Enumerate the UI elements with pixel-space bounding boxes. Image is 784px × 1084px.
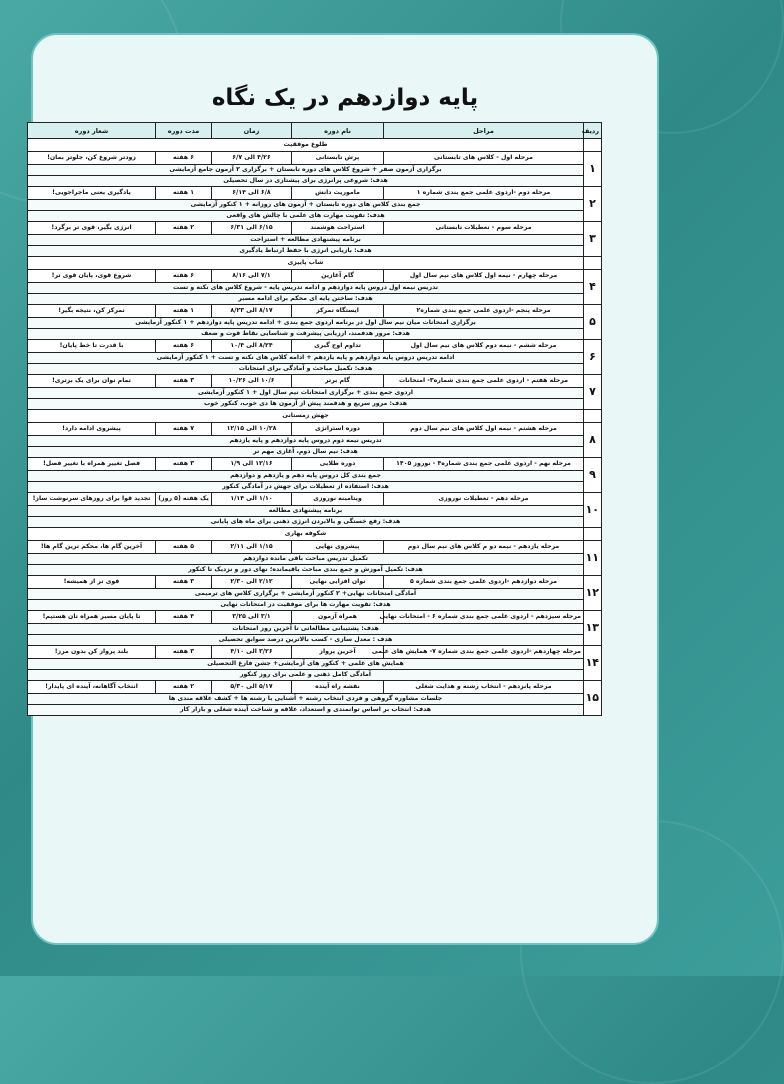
course-duration: ۳ هفته	[156, 576, 212, 589]
row-number: ۱۴	[584, 646, 602, 681]
detail-row	[28, 211, 602, 222]
course-slogan: انتخاب آگاهانه، آینده ای پایدار!	[28, 681, 156, 694]
stage-row	[28, 493, 602, 506]
course-slogan: تجدید قوا برای روزهای سرنوشت ساز!	[28, 493, 156, 506]
course-name: تداوم اوج گیری	[292, 340, 384, 353]
detail-row	[28, 283, 602, 294]
season-row-spacer	[584, 528, 602, 541]
course-name: آخرین پرواز	[292, 646, 384, 659]
stage-detail: هدف: پشتیبانی مطالعاتی تا آخرین روز امتحانات	[28, 624, 584, 635]
header-slogan: شعار دوره	[28, 123, 156, 139]
course-time: ۴/۲۶ الی ۶/۷	[212, 152, 292, 165]
stage-name: مرحله اول - کلاس های تابستانی	[384, 152, 584, 165]
stage-detail: هدف: انتخاب بر اساس توانمندی و استعداد، علاقه و شناخت آینده شغلی و بازار کار	[28, 705, 584, 716]
stage-detail: تدریس نیمه دوم دروس پایه دوازدهم و پایه یازدهم	[28, 436, 584, 447]
row-number: ۷	[584, 375, 602, 410]
row-number: ۱۵	[584, 681, 602, 716]
stage-detail: هدف: ساختن پایه ای محکم برای ادامه مسیر	[28, 294, 584, 305]
detail-row	[28, 554, 602, 565]
course-name: ایستگاه تمرکز	[292, 305, 384, 318]
stage-name: مرحله یازدهم - نیمه دو م کلاس های نیم سال دوم	[384, 541, 584, 554]
detail-row	[28, 635, 602, 646]
stage-detail: برگزاری آزمون صفر + شروع کلاس های دوره تابستان + برگزاری ۲ آزمون جامع آزمایشی	[28, 165, 584, 176]
header-course-name: نام دوره	[292, 123, 384, 139]
stage-detail: تکمیل تدریس مباحث باقی مانده دوازدهم	[28, 554, 584, 565]
course-time: ۵/۱۷ الی ۵/۳۰	[212, 681, 292, 694]
stage-detail: جمع بندی کلاس های دوره تابستان + آزمون های روزانه + ۱ کنکور آزمایشی	[28, 200, 584, 211]
season-label: شکوفه بهاری	[28, 528, 584, 541]
header-time: زمان	[212, 123, 292, 139]
row-number: ۹	[584, 458, 602, 493]
course-name: همراه آزمون	[292, 611, 384, 624]
detail-row	[28, 388, 602, 399]
detail-row	[28, 246, 602, 257]
detail-row	[28, 471, 602, 482]
season-row	[28, 139, 602, 152]
course-slogan: زودتر شروع کن، جلوتر بمان!	[28, 152, 156, 165]
course-slogan: تا پایان مسیر همراه تان هستیم!	[28, 611, 156, 624]
detail-row	[28, 589, 602, 600]
header-stage: مراحل	[384, 123, 584, 139]
detail-row	[28, 318, 602, 329]
course-slogan: قوی تر از همیشه!	[28, 576, 156, 589]
stage-detail: برگزاری امتحانات میان نیم سال اول در برنامه اردوی جمع بندی + ادامه تدریس پایه دوازدهم + ۱ کنکور آزمایشی	[28, 318, 584, 329]
detail-row	[28, 659, 602, 670]
course-duration: ۴ هفته	[156, 611, 212, 624]
course-duration: ۳ هفته	[156, 375, 212, 388]
stage-name: مرحله چهارم - نیمه اول کلاس های نیم سال اول	[384, 270, 584, 283]
course-name: ویتامینه نوروزی	[292, 493, 384, 506]
detail-row	[28, 329, 602, 340]
page-title: پایه دوازدهم در یک نگاه	[211, 85, 479, 111]
course-duration: ۶ هفته	[156, 152, 212, 165]
detail-row	[28, 670, 602, 681]
detail-row	[28, 600, 602, 611]
detail-row	[28, 399, 602, 410]
table-header-row	[28, 123, 602, 139]
course-time: ۶/۱۵ الی ۶/۳۱	[212, 222, 292, 235]
stage-detail: هدف : معدل سازی - کسب بالاترین درصد سوابق تحصیلی	[28, 635, 584, 646]
stage-detail: هدف: تکمیل مباحث و آمادگی برای امتحانات	[28, 364, 584, 375]
stage-detail: هدف: رفع خستگی و بالابردن انرژی ذهنی برای ماه های پایانی	[28, 517, 584, 528]
detail-row	[28, 436, 602, 447]
stage-row	[28, 681, 602, 694]
row-number: ۵	[584, 305, 602, 340]
header-row-number: ردیف	[584, 123, 602, 139]
course-time: ۳/۱ الی ۳/۲۵	[212, 611, 292, 624]
course-slogan: تمرکز کن، نتیجه بگیر!	[28, 305, 156, 318]
course-time: ۱/۱۵ الی ۲/۱۱	[212, 541, 292, 554]
course-time: ۳/۲۶ الی ۴/۱۰	[212, 646, 292, 659]
course-name: پیشروی نهایی	[292, 541, 384, 554]
detail-row	[28, 235, 602, 246]
stage-row	[28, 541, 602, 554]
stage-detail: هدف: شروعی پرانرژی برای پیشتازی در سال تحصیلی	[28, 176, 584, 187]
course-name: ماموریت دانش	[292, 187, 384, 200]
stage-detail: اردوی جمع بندی + برگزاری امتحانات نیم سال اول + ۱ کنکور آزمایشی	[28, 388, 584, 399]
season-label: جهش زمستانی	[28, 410, 584, 423]
detail-row	[28, 200, 602, 211]
detail-row	[28, 353, 602, 364]
stage-row	[28, 305, 602, 318]
row-number: ۸	[584, 423, 602, 458]
stage-name: مرحله ششم - نیمه دوم کلاس های نیم سال اول	[384, 340, 584, 353]
course-duration: ۲ هفته	[156, 222, 212, 235]
course-duration: ۳ هفته	[156, 646, 212, 659]
stage-name: مرحله پانزدهم - انتخاب رشته و هدایت شغلی	[384, 681, 584, 694]
course-time: ۸/۲۴ الی ۱۰/۴	[212, 340, 292, 353]
stage-detail: هدف: تکمیل آموزش و جمع بندی مباحث باقیمانده؛ نهای دور و نزدیک تا کنکور	[28, 565, 584, 576]
stage-detail: جمع بندی کل دروس پایه دهم و یازدهم و دوازدهم	[28, 471, 584, 482]
detail-row	[28, 624, 602, 635]
detail-row	[28, 517, 602, 528]
course-name: نقشه راه آینده	[292, 681, 384, 694]
row-number: ۴	[584, 270, 602, 305]
stage-row	[28, 152, 602, 165]
season-label: شاب پاییزی	[28, 257, 584, 270]
course-duration: ۱ هفته	[156, 305, 212, 318]
course-duration: ۳ هفته	[156, 458, 212, 471]
stage-detail: جلسات مشاوره گروهی و فردی انتخاب رشته + آشنایی با رشته ها + کشف علاقه مندی ها	[28, 694, 584, 705]
row-number: ۱	[584, 152, 602, 187]
stage-name: مرحله نهم - اردوی علمی جمع بندی شماره۴ - نوروز ۱۴۰۵	[384, 458, 584, 471]
detail-row	[28, 165, 602, 176]
season-row	[28, 528, 602, 541]
stage-detail: ادامه تدریس دروس پایه دوازدهم و پایه یازدهم + ادامه کلاس های نکته و تست + ۱ کنکور آزمایشی	[28, 353, 584, 364]
stage-name: مرحله دوم -اردوی علمی جمع بندی شماره ۱	[384, 187, 584, 200]
row-number: ۱۲	[584, 576, 602, 611]
course-time: ۱۰/۲۸ الی ۱۲/۱۵	[212, 423, 292, 436]
stage-detail: همایش های علمی + کنکور های آزمایشی+ جشن فارغ التحصیلی	[28, 659, 584, 670]
course-name: دوره استراتژی	[292, 423, 384, 436]
stage-row	[28, 375, 602, 388]
stage-row	[28, 340, 602, 353]
stage-row	[28, 270, 602, 283]
course-name: گام آغازین	[292, 270, 384, 283]
stage-name: مرحله هفتم - اردوی علمی جمع بندی شماره۳- امتحانات	[384, 375, 584, 388]
course-slogan: یادگیری یعنی ماجراجویی!	[28, 187, 156, 200]
row-number: ۱۱	[584, 541, 602, 576]
season-row-spacer	[584, 139, 602, 152]
stage-detail: هدف: تقویت مهارت های علمی با چالش های واقعی	[28, 211, 584, 222]
course-duration: یک هفته (۵ روز)	[156, 493, 212, 506]
stage-detail: برنامه پیشنهادی مطالعه + استراحت	[28, 235, 584, 246]
season-label: طلوع موفقیت	[28, 139, 584, 152]
detail-row	[28, 447, 602, 458]
course-name: استراحت هوشمند	[292, 222, 384, 235]
header-duration: مدت دوره	[156, 123, 212, 139]
stage-name: مرحله دوازدهم -اردوی علمی جمع بندی شماره ۵	[384, 576, 584, 589]
course-duration: ۱ هفته	[156, 187, 212, 200]
course-time: ۶/۸ الی ۶/۱۴	[212, 187, 292, 200]
detail-row	[28, 565, 602, 576]
season-row-spacer	[584, 257, 602, 270]
course-slogan: پیشروی ادامه دارد!	[28, 423, 156, 436]
stage-row	[28, 458, 602, 471]
detail-row	[28, 694, 602, 705]
plan-table	[27, 122, 602, 716]
stage-detail: هدف: استفاده از تعطیلات برای جهش در آمادگی کنکور	[28, 482, 584, 493]
detail-row	[28, 482, 602, 493]
season-row	[28, 410, 602, 423]
stage-name: مرحله چهاردهم -اردوی علمی جمع بندی شماره ۷- همایش های علمی	[384, 646, 584, 659]
stage-detail: هدف: مرور سریع و هدفمند پیش از آزمون ها دی خوب، کنکور خوب	[28, 399, 584, 410]
course-duration: ۷ هفته	[156, 423, 212, 436]
course-name: دوره طلایی	[292, 458, 384, 471]
stage-name: مرحله سیزدهم - اردوی علمی جمع بندی شماره ۶ - امتحانات نهایی	[384, 611, 584, 624]
row-number: ۳	[584, 222, 602, 257]
stage-row	[28, 423, 602, 436]
course-slogan: انرژی بگیر، قوی تر برگرد!	[28, 222, 156, 235]
course-slogan: شروع قوی، پایان قوی تر!	[28, 270, 156, 283]
course-time: ۷/۱ الی ۸/۱۶	[212, 270, 292, 283]
detail-row	[28, 176, 602, 187]
course-slogan: فصل تغییر همراه با تغییر فصل!	[28, 458, 156, 471]
row-number: ۲	[584, 187, 602, 222]
course-time: ۲/۱۲ الی ۲/۳۰	[212, 576, 292, 589]
stage-name: مرحله دهم - تعطیلات نوروزی	[384, 493, 584, 506]
season-row-spacer	[584, 410, 602, 423]
stage-name: مرحله هشتم - نیمه اول کلاس های نیم سال دوم	[384, 423, 584, 436]
plan-table-body	[28, 139, 602, 716]
row-number: ۱۳	[584, 611, 602, 646]
course-time: ۱۲/۱۶ الی ۱/۹	[212, 458, 292, 471]
stage-detail: هدف: بازیابی انرژی با حفظ ارتباط یادگیری	[28, 246, 584, 257]
course-time: ۸/۱۷ الی ۸/۲۳	[212, 305, 292, 318]
course-name: توان افزایی نهایی	[292, 576, 384, 589]
stage-row	[28, 576, 602, 589]
course-name: گام برتر	[292, 375, 384, 388]
course-duration: ۶ هفته	[156, 270, 212, 283]
stage-row	[28, 187, 602, 200]
course-time: ۱۰/۶ الی ۱۰/۲۶	[212, 375, 292, 388]
course-slogan: آخرین گام ها، محکم ترین گام ها!	[28, 541, 156, 554]
row-number: ۱۰	[584, 493, 602, 528]
course-duration: ۵ هفته	[156, 541, 212, 554]
stage-detail: برنامه پیشنهادی مطالعه	[28, 506, 584, 517]
course-slogan: با قدرت تا خط پایان!	[28, 340, 156, 353]
stage-row	[28, 646, 602, 659]
stage-name: مرحله پنجم -اردوی علمی جمع بندی شماره۲	[384, 305, 584, 318]
row-number: ۶	[584, 340, 602, 375]
detail-row	[28, 705, 602, 716]
stage-detail: هدف: نیم سال دوم، آغازی مهم تر	[28, 447, 584, 458]
course-slogan: بلند پرواز کن بدون مرز!	[28, 646, 156, 659]
stage-detail: هدف: مرور هدفمند، ارزیابی پیشرفت و شناسایی نقاط قوت و ضعف	[28, 329, 584, 340]
stage-detail: تدریس نیمه اول دروس پایه دوازدهم و ادامه تدریس پایه - شروع کلاس های نکته و تست	[28, 283, 584, 294]
detail-row	[28, 364, 602, 375]
stage-name: مرحله سوم - تعطیلات تابستانی	[384, 222, 584, 235]
course-time: ۱/۱۰ الی ۱/۱۴	[212, 493, 292, 506]
stage-detail: هدف: تقویت مهارت ها برای موفقیت در امتحانات نهایی	[28, 600, 584, 611]
detail-row	[28, 506, 602, 517]
detail-row	[28, 294, 602, 305]
stage-row	[28, 222, 602, 235]
stage-detail: آمادگی امتحانات نهایی+ ۲ کنکور آزمایشی + برگزاری کلاس های ترمیمی	[28, 589, 584, 600]
course-slogan: تمام توان برای یک برتری!	[28, 375, 156, 388]
course-name: پرش تابستانی	[292, 152, 384, 165]
course-duration: ۲ هفته	[156, 681, 212, 694]
course-duration: ۶ هفته	[156, 340, 212, 353]
stage-row	[28, 611, 602, 624]
season-row	[28, 257, 602, 270]
stage-detail: آمادگی کامل ذهنی و علمی برای روز کنکور	[28, 670, 584, 681]
